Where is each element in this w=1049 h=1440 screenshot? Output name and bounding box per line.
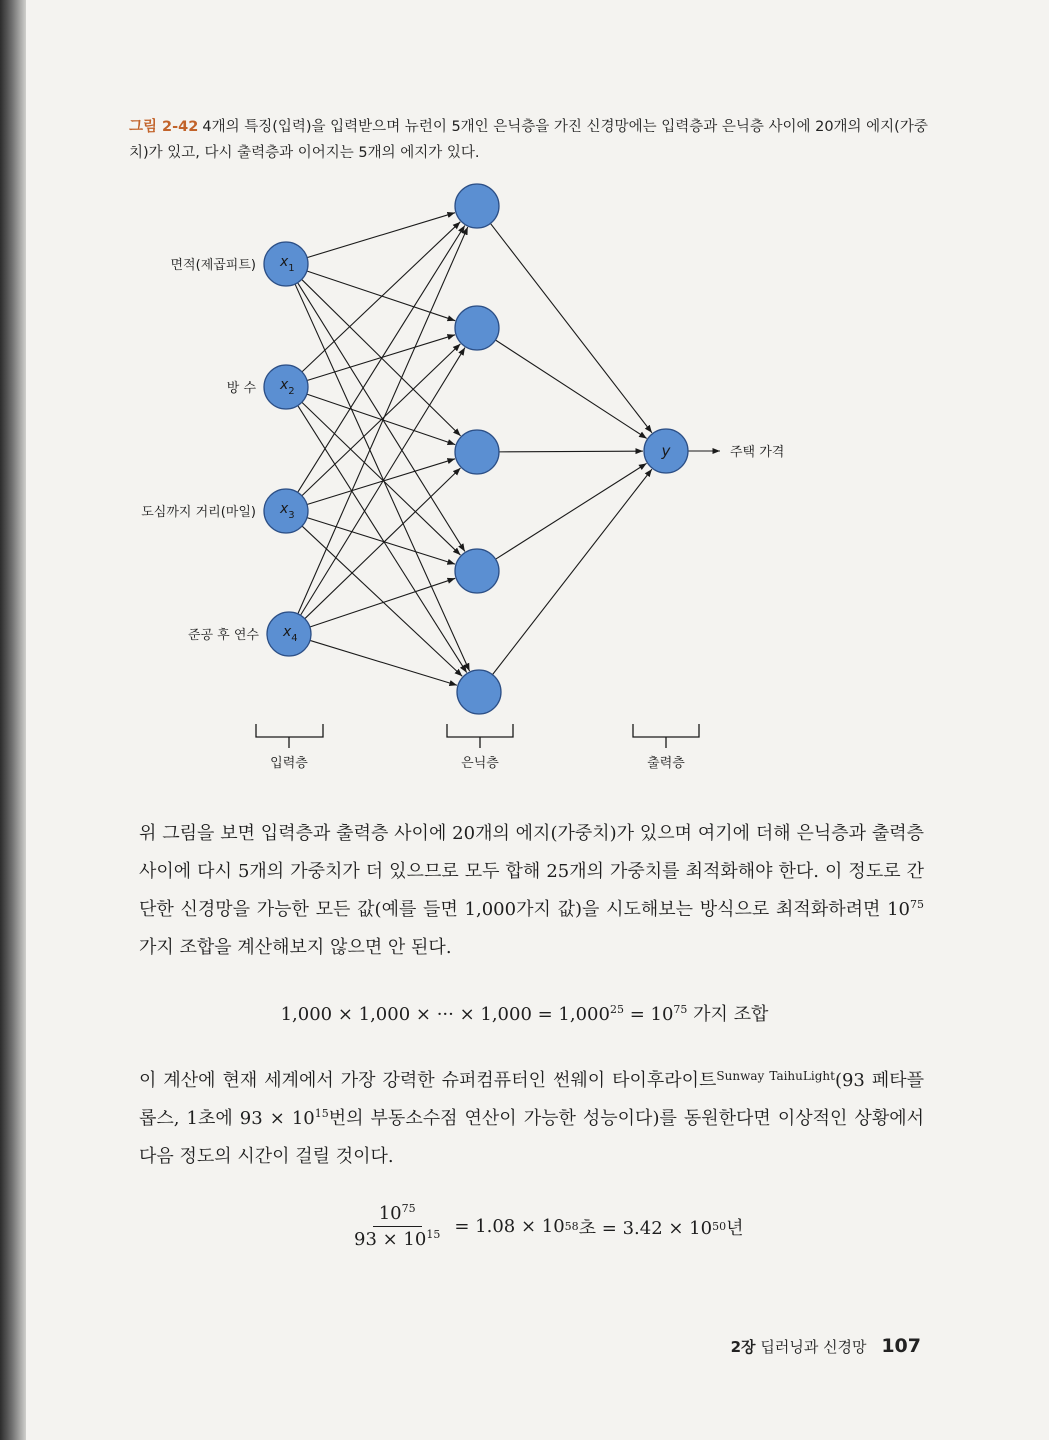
page-footer [731, 1335, 921, 1357]
edge-input-3-hidden-1 [298, 225, 465, 492]
input-feature-label-2: 방 수 [226, 381, 256, 396]
edge-input-1-hidden-4 [298, 283, 465, 552]
figure-label: 그림 2-42 [129, 119, 199, 135]
hidden-layer-label: 은닉층 [461, 756, 499, 771]
edge-input-1-hidden-2 [307, 271, 455, 321]
edge-input-3-hidden-2 [302, 344, 461, 496]
hidden-node-3 [455, 430, 499, 474]
edge-input-3-hidden-3 [307, 459, 455, 505]
input-feature-label-4: 준공 후 연수 [187, 628, 259, 643]
caption-text: 4개의 특징(입력)을 입력받으며 뉴런이 5개인 은닉층을 가진 신경망에는 입력층과 은닉층 사이에 20개의 에지(가중치)가 있고, 다시 출력층과 이어지는 5개의 에지가 있다. [129, 119, 928, 161]
edge-input-1-hidden-1 [307, 213, 455, 258]
edge-input-2-hidden-2 [307, 335, 455, 381]
fraction: $\frac{10^{75}}{93 \times 10^{15}}$ [354, 1202, 441, 1250]
hidden-node-2 [455, 306, 499, 350]
output-label: 주택 가격 [730, 445, 785, 460]
input-layer-bracket [256, 724, 323, 748]
edge-hidden-5-output [492, 469, 651, 674]
edge-input-3-hidden-4 [307, 518, 455, 565]
hidden-node-1 [455, 184, 499, 228]
edge-input-4-hidden-2 [301, 348, 465, 616]
equation-time: $\frac{10^{75}}{93 \times 10^{15}}$ = 1.08 × 10 58 초 = 3.42 × 10 50 년 [350, 1203, 743, 1250]
output-symbol: y [661, 442, 671, 460]
edge-hidden-1-output [490, 223, 652, 432]
hidden-node-4 [455, 549, 499, 593]
output-layer-bracket [633, 724, 699, 748]
output-layer-label: 출력층 [647, 756, 685, 771]
equation-combinations: 1,000 × 1,000 × ··· × $1,000 = 1,000^{25} = 10^{75}$ 가지 조합 [280, 1003, 769, 1025]
chapter-title: 딥러닝과 신경망 [760, 1338, 867, 1356]
input-feature-label-1: 면적(제곱피트) [170, 258, 256, 273]
edge-hidden-3-output [499, 451, 643, 452]
input-feature-label-3: 도심까지 거리(마일) [141, 505, 256, 520]
input-symbol-4: $x_4$ [283, 624, 298, 644]
edge-input-2-hidden-5 [298, 406, 467, 673]
input-layer-label: 입력층 [270, 756, 308, 771]
edge-input-4-hidden-5 [310, 640, 457, 685]
input-symbol-1: $x_1$ [280, 254, 295, 274]
edge-input-4-hidden-3 [305, 468, 461, 619]
edge-hidden-4-output [496, 463, 647, 559]
input-symbol-3: $x_3$ [280, 501, 295, 521]
hidden-node-5 [457, 670, 501, 714]
page-number: 107 [881, 1335, 921, 1357]
chapter-number: 2장 [730, 1338, 756, 1356]
paragraph-2: 이 계산에 현재 세계에서 가장 강력한 슈퍼컴퓨터인 썬웨이 타이후라이트$^{Sunway TaihuLight}$(93 페타플롭스, 1초에 $93 \times 10^{15}$번의 부동소수점 연산이 가능한 성능이다)를 동원한다면 이상적인 상황에서 다음 정도의 시간이 걸릴 것이다. [139, 1069, 924, 1167]
hidden-layer-bracket [447, 724, 513, 748]
input-symbol-2: $x_2$ [280, 377, 295, 397]
edge-hidden-2-output [495, 340, 646, 438]
paragraph-1: 위 그림을 보면 입력층과 출력층 사이에 20개의 에지(가중치)가 있으며 여기에 더해 은닉층과 출력층 사이에 다시 5개의 가중치가 더 있으므로 모두 합해 25개의 가중치를 최적화해야 한다. 이 정도로 간단한 신경망을 가능한 모든 값(예를 들면 1,000가지 값)을 시도해보는 방식으로 최적화하려면 $10^{75}$가지 조합을 계산해보지 않으면 안 된다. [139, 823, 924, 958]
edge-input-4-hidden-1 [298, 227, 468, 614]
